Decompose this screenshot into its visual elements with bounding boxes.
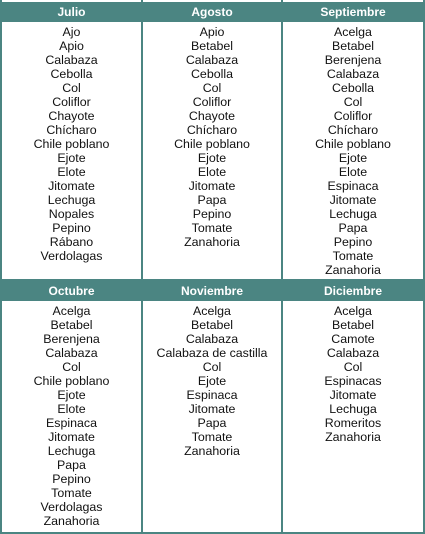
vegetable-item: Acelga xyxy=(334,304,372,318)
vegetable-item: Tomate xyxy=(51,486,92,500)
vegetable-item: Pepino xyxy=(52,472,91,486)
vegetable-item: Coliflor xyxy=(192,95,232,109)
table-border-left xyxy=(0,0,2,534)
vegetable-item: Espinaca xyxy=(46,416,97,430)
vegetable-item: Betabel xyxy=(331,318,375,332)
vegetable-item: Chícharo xyxy=(186,123,238,137)
vegetable-item: Chile poblano xyxy=(33,137,110,151)
vegetable-item: Verdolagas xyxy=(40,500,103,514)
vegetable-item: Zanahoria xyxy=(43,514,100,528)
vegetable-item: Jitomate xyxy=(188,402,236,416)
vegetable-item: Zanahoria xyxy=(325,263,381,277)
month-header-julio: Julio xyxy=(2,2,141,22)
vegetable-item: Jitomate xyxy=(48,179,95,193)
vegetable-item: Romeritos xyxy=(324,416,382,430)
vegetable-item: Papa xyxy=(197,416,227,430)
vegetable-item: Jitomate xyxy=(48,430,95,444)
vegetable-item: Jitomate xyxy=(329,388,377,402)
month-list-septiembre xyxy=(283,25,423,277)
vegetable-item: Ejote xyxy=(197,374,227,388)
vegetable-item: Coliflor xyxy=(52,95,91,109)
vegetable-item: Camote xyxy=(331,332,375,346)
vegetable-item: Calabaza xyxy=(185,53,239,67)
vegetable-item: Lechuga xyxy=(329,402,377,416)
month-list-octubre xyxy=(2,304,141,528)
vegetable-item: Ejote xyxy=(57,151,86,165)
vegetable-item: Tomate xyxy=(191,430,233,444)
vegetable-item: Col xyxy=(202,81,222,95)
column-divider xyxy=(281,0,283,534)
vegetable-item: Col xyxy=(343,360,363,374)
vegetable-item: Pepino xyxy=(52,221,91,235)
vegetable-item: Betabel xyxy=(331,39,375,53)
month-list-diciembre xyxy=(283,304,423,444)
month-list-noviembre xyxy=(143,304,281,458)
vegetable-item: Papa xyxy=(57,458,86,472)
vegetable-item: Rábano xyxy=(49,235,94,249)
vegetable-item: Betabel xyxy=(190,318,234,332)
month-list-julio xyxy=(2,25,141,263)
vegetable-item: Col xyxy=(62,81,81,95)
vegetable-item: Espinaca xyxy=(186,388,238,402)
vegetable-item: Espinaca xyxy=(327,179,379,193)
vegetable-item: Acelga xyxy=(193,304,231,318)
vegetable-item: Col xyxy=(202,360,222,374)
vegetable-item: Chayote xyxy=(48,109,95,123)
vegetable-item: Coliflor xyxy=(333,109,373,123)
vegetable-item: Espinacas xyxy=(324,374,382,388)
vegetable-item: Chícharo xyxy=(327,123,379,137)
vegetable-item: Calabaza xyxy=(45,346,98,360)
month-header-septiembre: Septiembre xyxy=(283,2,423,22)
vegetable-item: Chile poblano xyxy=(33,374,110,388)
vegetable-item: Jitomate xyxy=(329,193,377,207)
vegetable-item: Pepino xyxy=(333,235,373,249)
month-header-agosto: Agosto xyxy=(143,2,281,22)
vegetable-item: Ajo xyxy=(62,25,81,39)
vegetable-item: Col xyxy=(343,95,363,109)
vegetable-item: Betabel xyxy=(50,318,93,332)
vegetable-item: Cebolla xyxy=(331,81,375,95)
vegetable-item: Ejote xyxy=(338,151,368,165)
vegetable-item: Cebolla xyxy=(50,67,93,81)
vegetable-item: Betabel xyxy=(190,39,234,53)
section-divider xyxy=(0,279,425,281)
vegetable-item: Elote xyxy=(57,165,86,179)
vegetable-item: Calabaza xyxy=(45,53,98,67)
month-header-diciembre: Diciembre xyxy=(283,281,423,301)
vegetable-item: Elote xyxy=(57,402,86,416)
vegetable-item: Calabaza xyxy=(326,67,380,81)
vegetable-item: Acelga xyxy=(52,304,91,318)
vegetable-item: Papa xyxy=(338,221,368,235)
vegetable-item: Calabaza de castilla xyxy=(156,346,268,360)
vegetable-item: Lechuga xyxy=(47,444,96,458)
vegetable-item: Tomate xyxy=(332,249,374,263)
vegetable-item: Berenjena xyxy=(43,332,100,346)
vegetable-item: Acelga xyxy=(334,25,372,39)
vegetable-item: Zanahoria xyxy=(184,235,240,249)
vegetable-item: Zanahoria xyxy=(184,444,240,458)
vegetable-item: Papa xyxy=(197,193,227,207)
vegetable-item: Calabaza xyxy=(185,332,239,346)
vegetable-item: Chile poblano xyxy=(174,137,250,151)
vegetable-item: Ejote xyxy=(57,388,86,402)
vegetable-item: Verdolagas xyxy=(40,249,103,263)
month-header-noviembre: Noviembre xyxy=(143,281,281,301)
vegetable-item: Berenjena xyxy=(324,53,382,67)
vegetable-item: Apio xyxy=(59,39,84,53)
column-divider xyxy=(141,0,143,534)
vegetable-item: Chile poblano xyxy=(315,137,391,151)
vegetable-item: Elote xyxy=(338,165,368,179)
vegetable-item: Lechuga xyxy=(329,207,377,221)
vegetable-item: Col xyxy=(62,360,81,374)
vegetable-item: Lechuga xyxy=(47,193,96,207)
month-header-octubre: Octubre xyxy=(2,281,141,301)
vegetable-item: Cebolla xyxy=(190,67,234,81)
vegetable-item: Zanahoria xyxy=(325,430,381,444)
vegetable-item: Chayote xyxy=(188,109,236,123)
vegetable-item: Nopales xyxy=(48,207,95,221)
vegetable-item: Ejote xyxy=(197,151,227,165)
vegetable-item: Pepino xyxy=(192,207,232,221)
vegetable-item: Chícharo xyxy=(46,123,97,137)
vegetable-item: Elote xyxy=(197,165,227,179)
vegetable-item: Tomate xyxy=(191,221,233,235)
month-list-agosto xyxy=(143,25,281,249)
vegetable-item: Jitomate xyxy=(188,179,236,193)
vegetable-item: Calabaza xyxy=(326,346,380,360)
vegetable-item: Apio xyxy=(199,25,225,39)
